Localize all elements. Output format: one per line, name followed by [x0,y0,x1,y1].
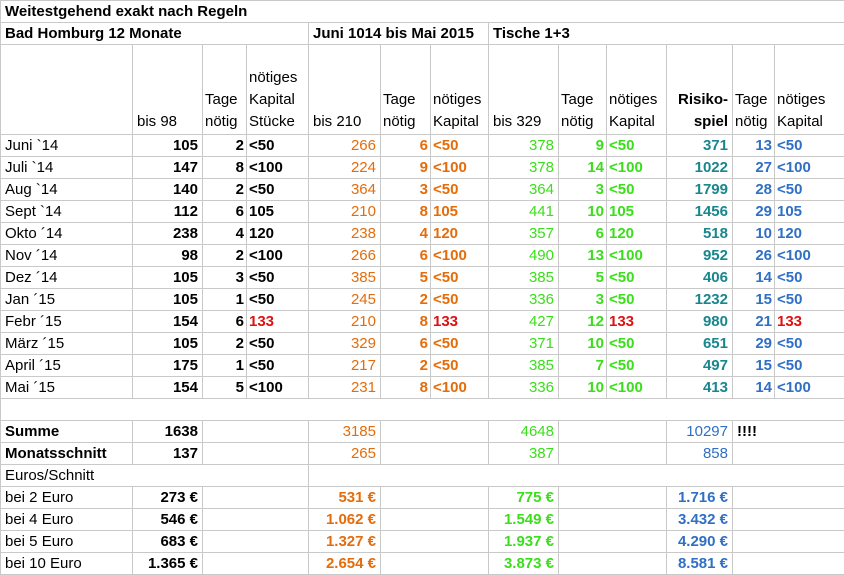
euro-c[interactable]: 775 € [489,487,559,509]
cell-tage-d[interactable]: 28 [733,179,775,201]
euro-b[interactable]: 1.327 € [309,531,381,553]
cell-tage-d[interactable]: 29 [733,333,775,355]
cell-tage-b[interactable]: 4 [381,223,431,245]
month-label[interactable]: Juni `14 [1,135,133,157]
subtitle-tables[interactable]: Tische 1+3 [489,23,844,45]
cell-risikospiel[interactable]: 406 [667,267,733,289]
cell-bis-210[interactable]: 210 [309,311,381,333]
table-row [1,531,844,553]
cell-kapital-a[interactable]: <50 [247,267,309,289]
cell-risikospiel[interactable]: 651 [667,333,733,355]
month-label[interactable]: Mai ´15 [1,377,133,399]
euro-a[interactable]: 273 € [133,487,203,509]
euro-label[interactable]: bei 4 Euro [1,509,133,531]
cell-kapital-d[interactable]: 105 [775,201,844,223]
empty-cell[interactable] [203,443,309,465]
empty-cell[interactable] [203,531,309,553]
cell-bis-98[interactable]: 140 [133,179,203,201]
empty-row[interactable] [1,399,844,421]
cell-bis-98[interactable]: 147 [133,157,203,179]
header-empty[interactable] [1,45,133,135]
cell-risikospiel[interactable]: 497 [667,355,733,377]
header-noetiges-kapital[interactable]: nötiges Kapital [607,45,667,135]
table-row [1,311,844,333]
cell-tage-a[interactable]: 6 [203,311,247,333]
cell-kapital-b[interactable]: <50 [431,355,489,377]
empty-cell[interactable] [381,509,489,531]
euro-c[interactable]: 1.549 € [489,509,559,531]
cell-bis-210[interactable]: 329 [309,333,381,355]
cell-tage-a[interactable]: 4 [203,223,247,245]
schnitt-label[interactable]: Monatsschnitt [1,443,133,465]
cell-bis-98[interactable]: 105 [133,135,203,157]
empty-cell[interactable] [733,531,844,553]
cell-bis-98[interactable]: 105 [133,289,203,311]
summe-d[interactable]: 10297 [667,421,733,443]
cell-kapital-b[interactable]: 133 [431,311,489,333]
cell-tage-b[interactable]: 2 [381,289,431,311]
cell-bis-98[interactable]: 112 [133,201,203,223]
summe-c[interactable]: 4648 [489,421,559,443]
cell-tage-c[interactable]: 10 [559,333,607,355]
empty-cell[interactable] [733,443,844,465]
month-label[interactable]: Okto ´14 [1,223,133,245]
cell-kapital-c[interactable]: <100 [607,157,667,179]
cell-tage-a[interactable]: 3 [203,267,247,289]
cell-bis-329[interactable]: 378 [489,135,559,157]
cell-bis-210[interactable]: 385 [309,267,381,289]
empty-cell[interactable] [203,421,309,443]
cell-bis-329[interactable]: 336 [489,377,559,399]
table-row [1,553,844,575]
cell-tage-c[interactable]: 14 [559,157,607,179]
header-kapital-stuecke[interactable]: nötiges Kapital Stücke [247,45,309,135]
euro-a[interactable]: 683 € [133,531,203,553]
cell-bis-329[interactable]: 385 [489,267,559,289]
cell-bis-98[interactable]: 238 [133,223,203,245]
cell-bis-210[interactable]: 231 [309,377,381,399]
empty-cell[interactable] [203,487,309,509]
cell-tage-c[interactable]: 10 [559,201,607,223]
cell-bis-210[interactable]: 238 [309,223,381,245]
cell-kapital-c[interactable]: 133 [607,311,667,333]
cell-bis-98[interactable]: 154 [133,377,203,399]
cell-tage-b[interactable]: 6 [381,333,431,355]
euro-d[interactable]: 3.432 € [667,509,733,531]
month-label[interactable]: April ´15 [1,355,133,377]
cell-kapital-c[interactable]: <50 [607,179,667,201]
cell-tage-a[interactable]: 8 [203,157,247,179]
cell-risikospiel[interactable]: 1799 [667,179,733,201]
euros-schnitt-label[interactable]: Euros/Schnitt [1,465,309,487]
header-noetiges-kapital[interactable]: nötiges Kapital [431,45,489,135]
table-row [1,509,844,531]
empty-cell[interactable] [381,553,489,575]
cell-tage-a[interactable]: 2 [203,333,247,355]
month-label[interactable]: Dez ´14 [1,267,133,289]
cell-tage-a[interactable]: 5 [203,377,247,399]
cell-bis-329[interactable]: 441 [489,201,559,223]
cell-tage-a[interactable]: 2 [203,135,247,157]
cell-bis-329[interactable]: 364 [489,179,559,201]
cell-kapital-a[interactable]: <50 [247,289,309,311]
table-row [1,157,844,179]
euro-label[interactable]: bei 10 Euro [1,553,133,575]
cell-kapital-a[interactable]: <50 [247,333,309,355]
empty-cell[interactable] [203,553,309,575]
euro-d[interactable]: 8.581 € [667,553,733,575]
cell-tage-a[interactable]: 6 [203,201,247,223]
cell-bis-329[interactable]: 427 [489,311,559,333]
cell-kapital-a[interactable]: <100 [247,377,309,399]
cell-bis-98[interactable]: 175 [133,355,203,377]
table-row [1,135,844,157]
cell-kapital-c[interactable]: <100 [607,245,667,267]
empty-cell[interactable] [559,531,667,553]
schnitt-c[interactable]: 387 [489,443,559,465]
cell-kapital-c[interactable]: <100 [607,377,667,399]
cell-risikospiel[interactable]: 371 [667,135,733,157]
cell-tage-d[interactable]: 21 [733,311,775,333]
cell-tage-c[interactable]: 6 [559,223,607,245]
cell-risikospiel[interactable]: 413 [667,377,733,399]
euro-a[interactable]: 546 € [133,509,203,531]
month-label[interactable]: Aug `14 [1,179,133,201]
cell-bis-329[interactable]: 490 [489,245,559,267]
empty-cell[interactable] [559,553,667,575]
cell-kapital-b[interactable]: <50 [431,333,489,355]
cell-kapital-c[interactable]: <50 [607,267,667,289]
cell-bis-210[interactable]: 266 [309,135,381,157]
cell-risikospiel[interactable]: 980 [667,311,733,333]
cell-tage-b[interactable]: 2 [381,355,431,377]
cell-bis-98[interactable]: 98 [133,245,203,267]
month-label[interactable]: Nov ´14 [1,245,133,267]
cell-tage-d[interactable]: 14 [733,267,775,289]
cell-kapital-c[interactable]: 105 [607,201,667,223]
header-bis-98[interactable]: bis 98 [133,45,203,135]
cell-bis-210[interactable]: 245 [309,289,381,311]
cell-bis-98[interactable]: 154 [133,311,203,333]
empty-cell[interactable] [559,443,667,465]
cell-kapital-a[interactable]: <100 [247,157,309,179]
table-row [1,289,844,311]
cell-tage-c[interactable]: 9 [559,135,607,157]
cell-bis-210[interactable]: 217 [309,355,381,377]
cell-tage-b[interactable]: 8 [381,377,431,399]
cell-kapital-c[interactable]: 120 [607,223,667,245]
cell-kapital-b[interactable]: <50 [431,135,489,157]
summe-note[interactable]: !!!! [733,421,844,443]
table-row [1,179,844,201]
month-label[interactable]: Sept `14 [1,201,133,223]
cell-kapital-a[interactable]: 120 [247,223,309,245]
cell-kapital-b[interactable]: <50 [431,267,489,289]
cell-kapital-a[interactable]: <50 [247,135,309,157]
cell-kapital-c[interactable]: <50 [607,135,667,157]
cell-kapital-a[interactable]: 133 [247,311,309,333]
table-row [1,267,844,289]
cell-kapital-a[interactable]: <50 [247,355,309,377]
euro-label[interactable]: bei 5 Euro [1,531,133,553]
cell-tage-b[interactable]: 9 [381,157,431,179]
cell-kapital-c[interactable]: <50 [607,289,667,311]
month-label[interactable]: Juli `14 [1,157,133,179]
subtitle-location[interactable]: Bad Homburg 12 Monate [1,23,309,45]
cell-kapital-d[interactable]: 133 [775,311,844,333]
cell-risikospiel[interactable]: 1022 [667,157,733,179]
month-label[interactable]: März ´15 [1,333,133,355]
header-tage-noetig[interactable]: Tage nötig [559,45,607,135]
header-risikospiel[interactable]: Risiko-spiel [667,45,733,135]
euro-d[interactable]: 1.716 € [667,487,733,509]
subtitle-period[interactable]: Juni 1014 bis Mai 2015 [309,23,489,45]
cell-tage-c[interactable]: 3 [559,289,607,311]
schnitt-b[interactable]: 265 [309,443,381,465]
cell-risikospiel[interactable]: 518 [667,223,733,245]
cell-kapital-a[interactable]: <100 [247,245,309,267]
empty-cell[interactable] [559,509,667,531]
cell-tage-b[interactable]: 5 [381,267,431,289]
euro-c[interactable]: 1.937 € [489,531,559,553]
cell-kapital-d[interactable]: <50 [775,135,844,157]
empty-cell[interactable] [381,443,489,465]
summe-b[interactable]: 3185 [309,421,381,443]
cell-tage-c[interactable]: 12 [559,311,607,333]
schnitt-a[interactable]: 137 [133,443,203,465]
euro-b[interactable]: 2.654 € [309,553,381,575]
empty-cell[interactable] [733,487,844,509]
month-label[interactable]: Jan ´15 [1,289,133,311]
cell-bis-210[interactable]: 224 [309,157,381,179]
cell-risikospiel[interactable]: 1232 [667,289,733,311]
cell-bis-98[interactable]: 105 [133,333,203,355]
cell-tage-a[interactable]: 2 [203,179,247,201]
empty-cell[interactable] [381,531,489,553]
table-row [1,333,844,355]
empty-cell[interactable] [559,487,667,509]
euro-b[interactable]: 1.062 € [309,509,381,531]
cell-tage-c[interactable]: 3 [559,179,607,201]
header-noetiges-kapital[interactable]: nötiges Kapital [775,45,844,135]
cell-kapital-b[interactable]: <100 [431,377,489,399]
cell-kapital-d[interactable]: <100 [775,157,844,179]
cell-kapital-d[interactable]: <50 [775,179,844,201]
cell-kapital-d[interactable]: <100 [775,377,844,399]
cell-bis-98[interactable]: 105 [133,267,203,289]
cell-kapital-d[interactable]: <50 [775,355,844,377]
cell-tage-a[interactable]: 1 [203,355,247,377]
table-row [1,245,844,267]
cell-tage-d[interactable]: 29 [733,201,775,223]
empty-cell[interactable] [381,421,489,443]
table-row [1,201,844,223]
cell-tage-c[interactable]: 7 [559,355,607,377]
empty-cell[interactable] [733,553,844,575]
cell-kapital-c[interactable]: <50 [607,333,667,355]
cell-bis-329[interactable]: 378 [489,157,559,179]
table-row [1,487,844,509]
cell-kapital-b[interactable]: <50 [431,289,489,311]
cell-tage-a[interactable]: 2 [203,245,247,267]
summe-label[interactable]: Summe [1,421,133,443]
cell-bis-210[interactable]: 266 [309,245,381,267]
cell-bis-329[interactable]: 357 [489,223,559,245]
empty-cell[interactable] [559,421,667,443]
cell-bis-329[interactable]: 371 [489,333,559,355]
cell-kapital-b[interactable]: <50 [431,179,489,201]
header-tage-noetig[interactable]: Tage nötig [381,45,431,135]
cell-kapital-d[interactable]: <50 [775,289,844,311]
cell-kapital-a[interactable]: <50 [247,179,309,201]
summe-a[interactable]: 1638 [133,421,203,443]
euro-c[interactable]: 3.873 € [489,553,559,575]
cell-kapital-d[interactable]: <50 [775,333,844,355]
sheet-title[interactable]: Weitestgehend exakt nach Regeln [1,1,844,23]
cell-kapital-b[interactable]: 105 [431,201,489,223]
schnitt-d[interactable]: 858 [667,443,733,465]
euro-b[interactable]: 531 € [309,487,381,509]
cell-tage-c[interactable]: 5 [559,267,607,289]
table-row [1,223,844,245]
cell-tage-d[interactable]: 27 [733,157,775,179]
euro-d[interactable]: 4.290 € [667,531,733,553]
cell-tage-d[interactable]: 13 [733,135,775,157]
table-row [1,377,844,399]
cell-kapital-b[interactable]: 120 [431,223,489,245]
cell-risikospiel[interactable]: 1456 [667,201,733,223]
cell-tage-d[interactable]: 14 [733,377,775,399]
cell-kapital-b[interactable]: <100 [431,157,489,179]
empty-cell[interactable] [381,487,489,509]
empty-cell[interactable] [203,509,309,531]
cell-tage-b[interactable]: 3 [381,179,431,201]
cell-kapital-d[interactable]: 120 [775,223,844,245]
cell-tage-d[interactable]: 26 [733,245,775,267]
cell-tage-b[interactable]: 6 [381,245,431,267]
euro-a[interactable]: 1.365 € [133,553,203,575]
cell-bis-210[interactable]: 364 [309,179,381,201]
cell-bis-210[interactable]: 210 [309,201,381,223]
cell-tage-d[interactable]: 15 [733,355,775,377]
table-row [1,355,844,377]
cell-kapital-d[interactable]: <50 [775,267,844,289]
empty-cell[interactable] [309,465,844,487]
cell-kapital-c[interactable]: <50 [607,355,667,377]
cell-tage-a[interactable]: 1 [203,289,247,311]
month-label[interactable]: Febr ´15 [1,311,133,333]
cell-tage-c[interactable]: 10 [559,377,607,399]
cell-tage-b[interactable]: 6 [381,135,431,157]
euro-label[interactable]: bei 2 Euro [1,487,133,509]
cell-bis-329[interactable]: 336 [489,289,559,311]
header-tage-noetig[interactable]: Tage nötig [733,45,775,135]
cell-kapital-b[interactable]: <100 [431,245,489,267]
cell-risikospiel[interactable]: 952 [667,245,733,267]
header-bis-210[interactable]: bis 210 [309,45,381,135]
cell-tage-c[interactable]: 13 [559,245,607,267]
empty-cell[interactable] [733,509,844,531]
cell-bis-329[interactable]: 385 [489,355,559,377]
cell-tage-d[interactable]: 10 [733,223,775,245]
header-bis-329[interactable]: bis 329 [489,45,559,135]
cell-tage-d[interactable]: 15 [733,289,775,311]
cell-kapital-d[interactable]: <100 [775,245,844,267]
cell-tage-b[interactable]: 8 [381,201,431,223]
header-tage-noetig[interactable]: Tage nötig [203,45,247,135]
cell-kapital-a[interactable]: 105 [247,201,309,223]
cell-tage-b[interactable]: 8 [381,311,431,333]
